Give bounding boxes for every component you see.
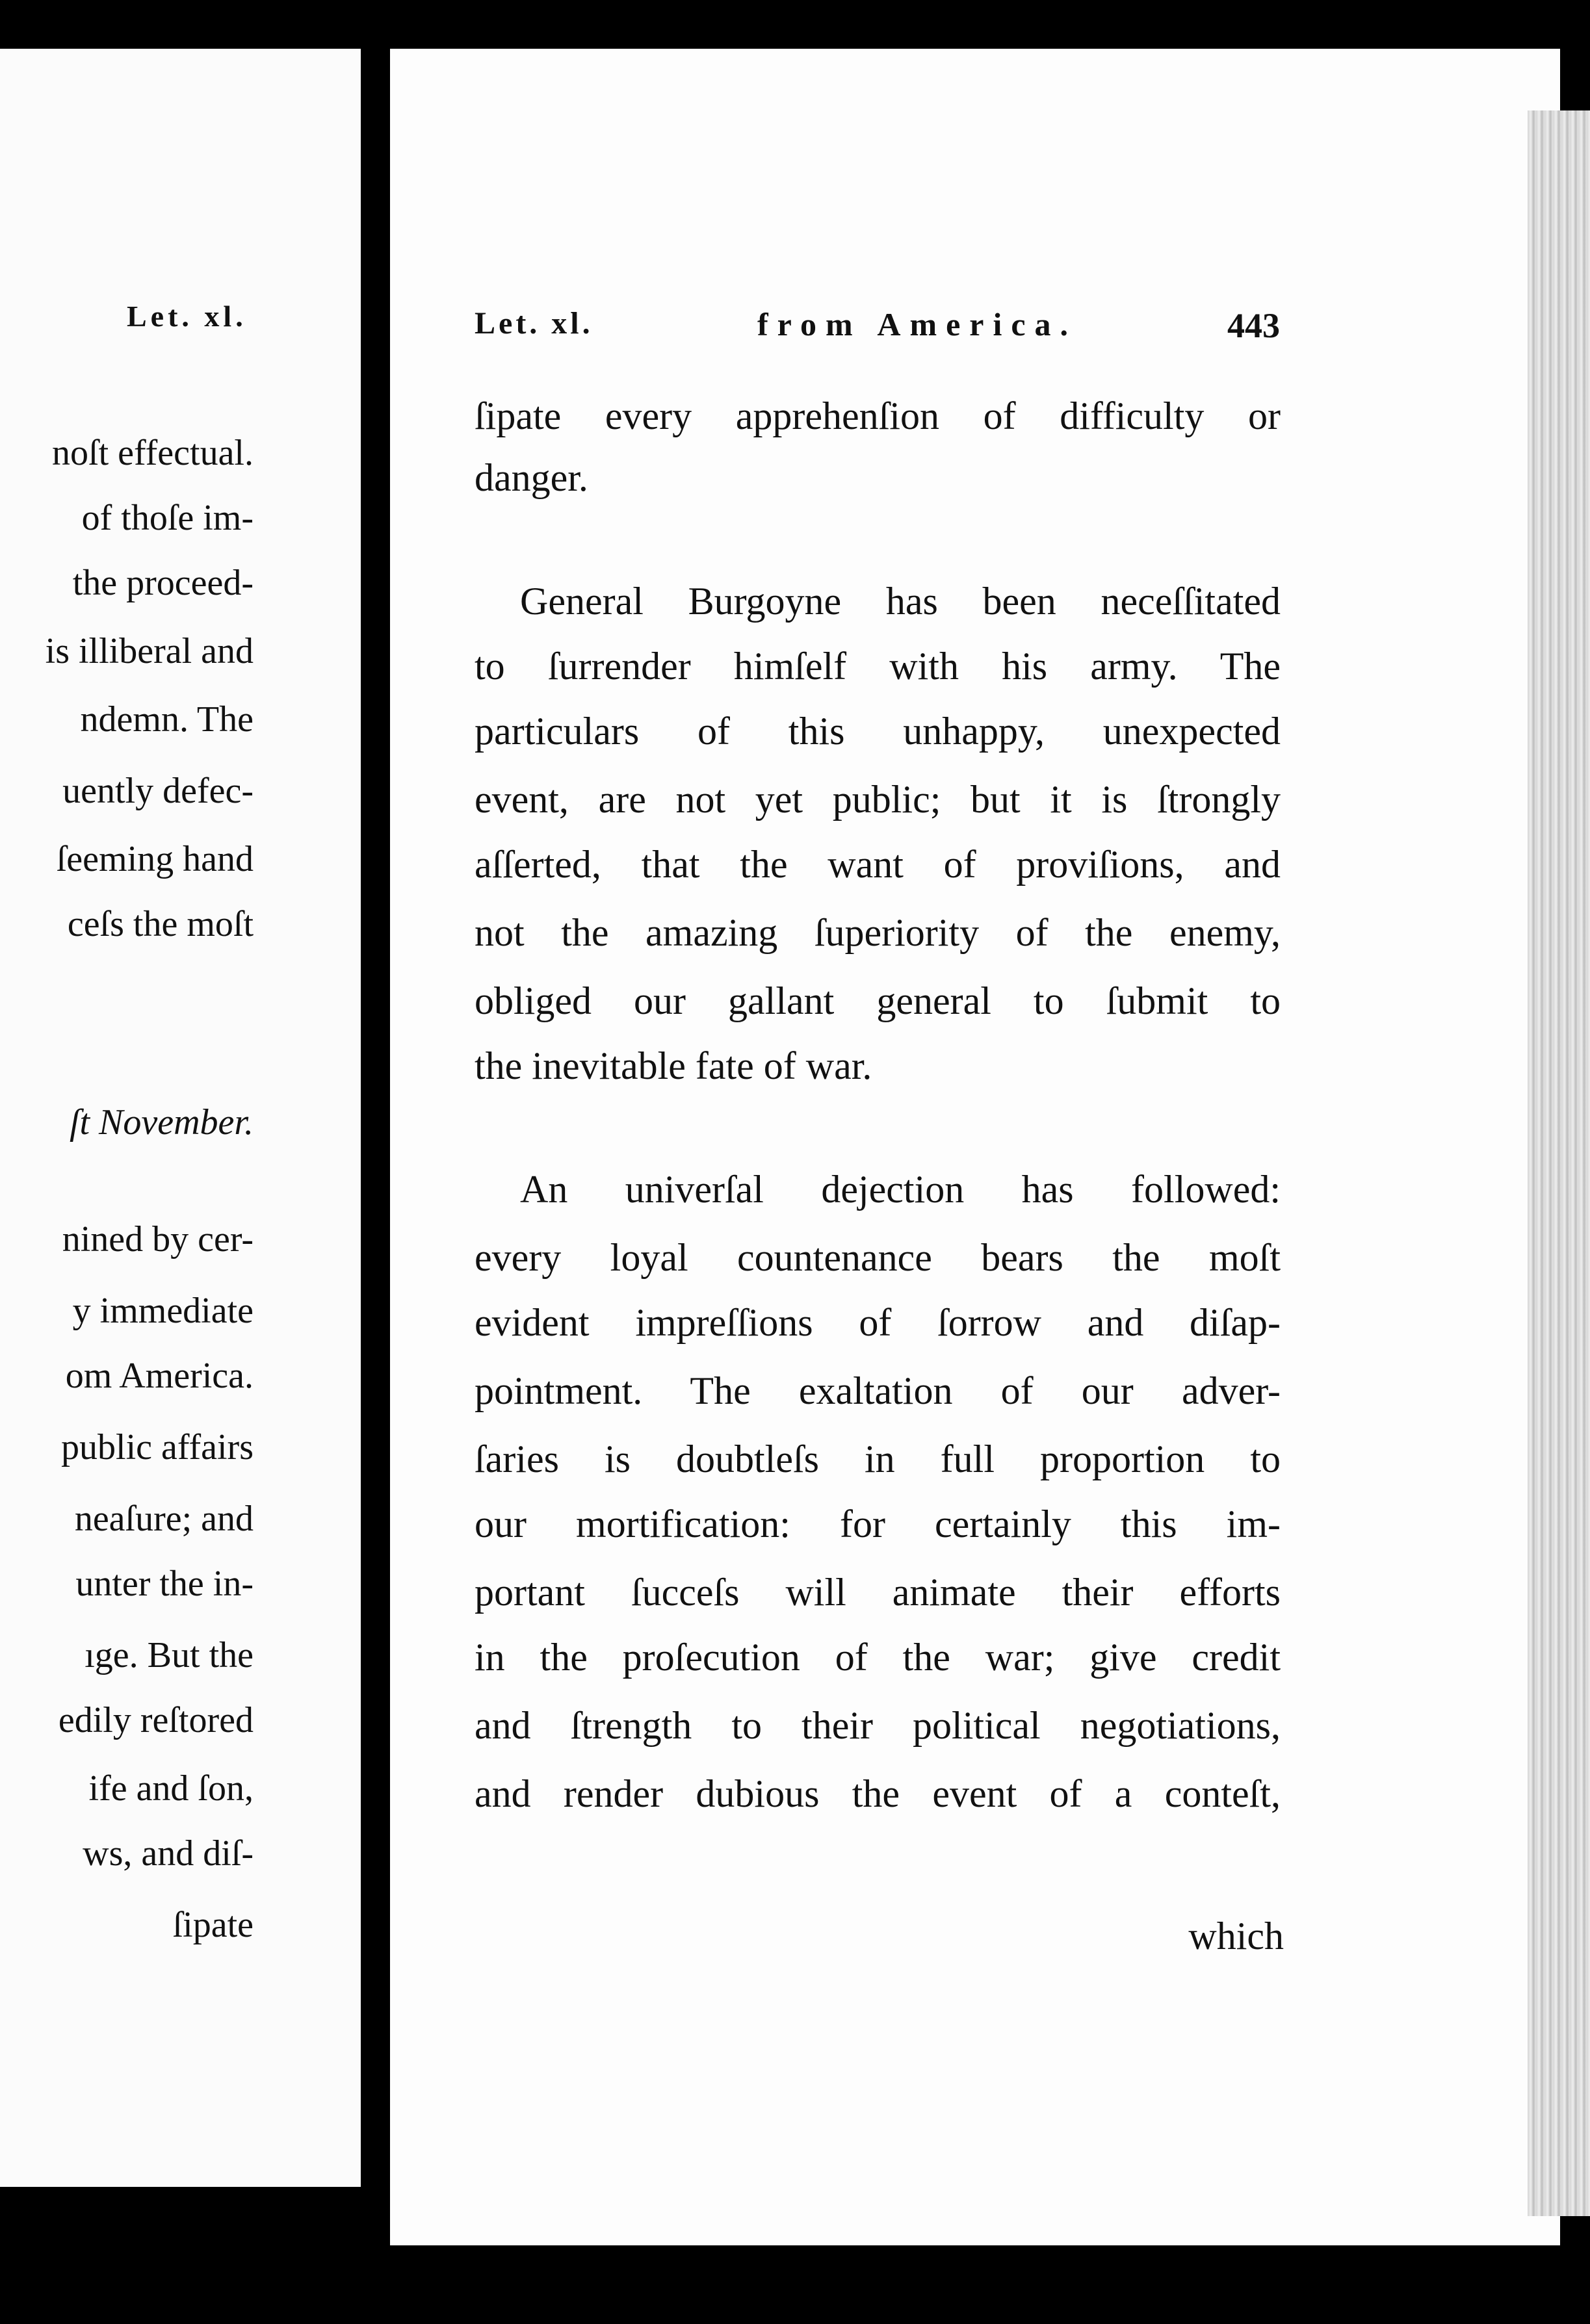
left-page-line: om America. [65, 1356, 254, 1396]
text-line: ſaries is doubtleſs in full proportion to [475, 1438, 1281, 1480]
left-page-catchword: ſipate [172, 1905, 254, 1945]
text-line: General Burgoyne has been neceſſitated [520, 580, 1281, 623]
text-line: the inevitable fate of war. [475, 1044, 872, 1087]
left-page-line: public affairs [61, 1427, 254, 1467]
page-edges [1528, 110, 1590, 2216]
left-page-line: nined by cer- [62, 1219, 254, 1259]
left-page-line: uently defec- [62, 771, 254, 811]
text-line: ſipate every apprehenſion of difficulty or [475, 394, 1281, 437]
text-line: to ſurrender himſelf with his army. The [475, 645, 1281, 688]
catchword: which [1188, 1915, 1284, 1957]
left-page [0, 49, 361, 2187]
left-page-line: unter the in- [75, 1564, 254, 1604]
right-page-letter-header: Let. xl. [475, 306, 593, 341]
left-page-line: ceſs the moſt [67, 904, 254, 944]
text-line: aſſerted, that the want of proviſions, and [475, 843, 1281, 886]
text-line: event, are not yet public; but it is ſtrongly [475, 778, 1281, 821]
text-line: our mortification: for certainly this im- [475, 1503, 1281, 1545]
left-page-line: ıge. But the [85, 1635, 254, 1675]
left-page-line: y immediate [72, 1291, 254, 1331]
text-line: An univerſal dejection has followed: [520, 1168, 1281, 1211]
running-title: from America. [757, 306, 1078, 342]
text-line: particulars of this unhappy, unexpected [475, 710, 1281, 753]
page-number: 443 [1227, 306, 1280, 345]
left-page-line: of thoſe im- [81, 498, 254, 538]
right-page [390, 49, 1560, 2245]
left-page-line: edily reſtored [58, 1700, 254, 1740]
left-page-line: ws, and diſ- [83, 1833, 254, 1874]
text-line: and ſtrength to their political negotiations, [475, 1704, 1281, 1747]
left-page-line: ſeeming hand [56, 839, 254, 879]
text-line: pointment. The exaltation of our adver- [475, 1369, 1281, 1412]
text-line: portant ſucceſs will animate their efforts [475, 1571, 1281, 1614]
text-line: danger. [475, 456, 588, 499]
text-line: every loyal countenance bears the moſt [475, 1236, 1281, 1279]
text-line: obliged our gallant general to ſubmit to [475, 979, 1281, 1022]
text-line: in the proſecution of the war; give credit [475, 1636, 1281, 1679]
left-page-header: Let. xl. [127, 300, 247, 333]
left-page-line: ife and ſon, [88, 1768, 254, 1809]
left-page-line: neaſure; and [74, 1499, 254, 1539]
left-page-line: noſt effectual. [52, 433, 254, 473]
left-page-line: is illiberal and [45, 631, 254, 671]
text-line: evident impreſſions of ſorrow and diſap- [475, 1301, 1281, 1344]
text-line: not the amazing ſuperiority of the enemy, [475, 911, 1281, 954]
left-page-dateline: ſt November. [69, 1102, 254, 1143]
book-gutter [361, 0, 390, 2324]
text-line: and render dubious the event of a conteſt, [475, 1772, 1281, 1815]
left-page-line: the proceed- [72, 563, 254, 603]
left-page-line: ndemn. The [80, 699, 254, 740]
